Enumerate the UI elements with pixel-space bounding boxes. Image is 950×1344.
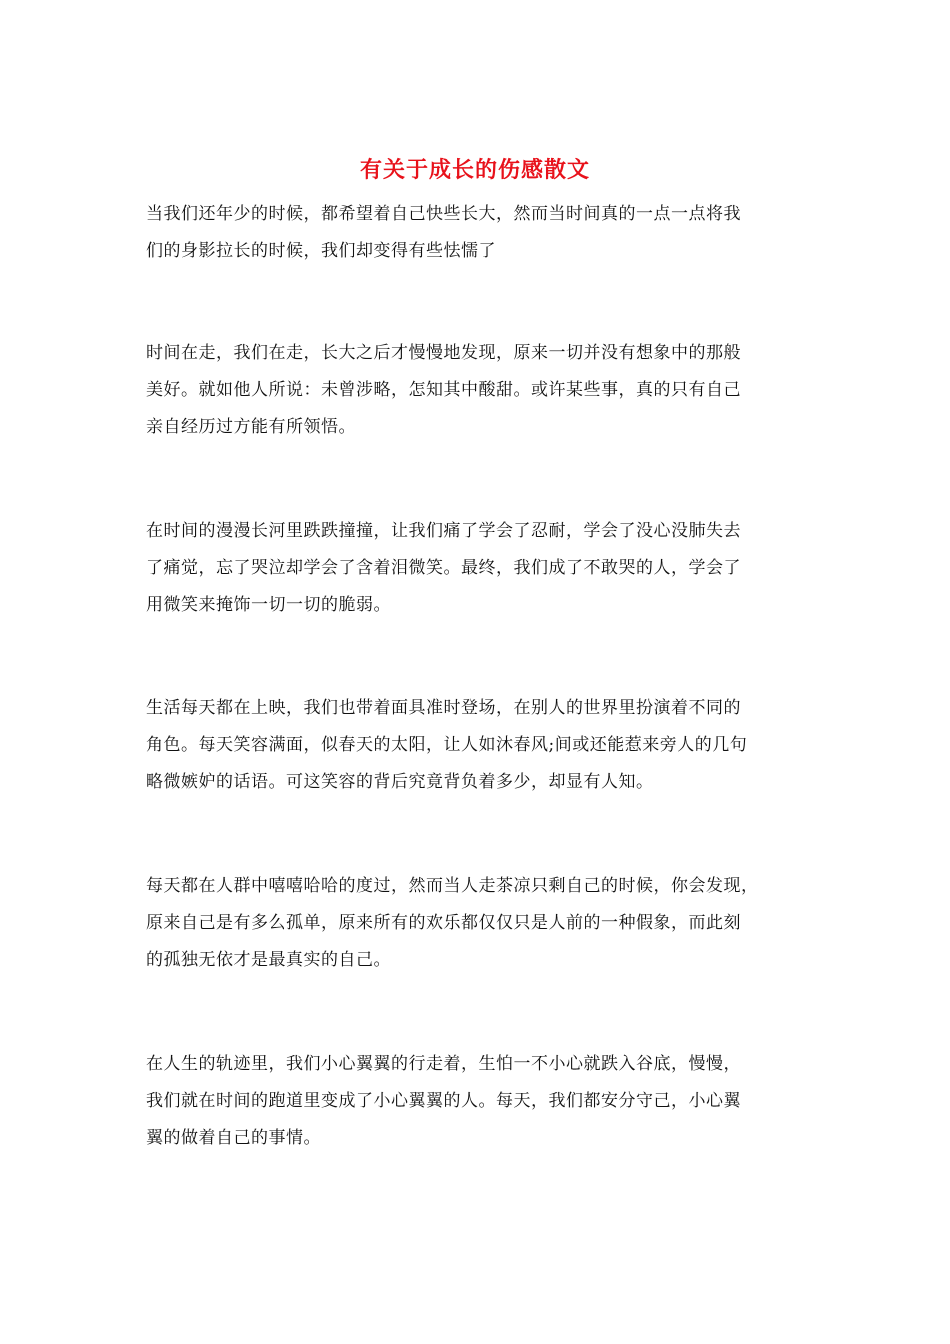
paragraph-6 bbox=[146, 1046, 814, 1157]
paragraph-line: 时间在走，我们在走，长大之后才慢慢地发现，原来一切并没有想象中的那般 bbox=[146, 343, 741, 363]
paragraph-line: 角色。每天笑容满面，似春天的太阳，让人如沐春风;间或还能惹来旁人的几句 bbox=[146, 735, 748, 755]
paragraph-line: 我们就在时间的跑道里变成了小心翼翼的人。每天，我们都安分守己，小心翼 bbox=[146, 1091, 741, 1111]
paragraph-line: 当我们还年少的时候，都希望着自己快些长大，然而当时间真的一点一点将我 bbox=[146, 204, 741, 224]
paragraph-line: 生活每天都在上映，我们也带着面具准时登场，在别人的世界里扮演着不同的 bbox=[146, 698, 741, 718]
paragraph-4 bbox=[146, 690, 814, 801]
paragraph-3 bbox=[146, 513, 814, 624]
paragraph-line: 的孤独无依才是最真实的自己。 bbox=[146, 950, 391, 970]
paragraph-line: 亲自经历过方能有所领悟。 bbox=[146, 417, 356, 437]
paragraph-line: 翼的做着自己的事情。 bbox=[146, 1128, 321, 1148]
paragraph-line: 原来自己是有多么孤单，原来所有的欢乐都仅仅只是人前的一种假象，而此刻 bbox=[146, 913, 741, 933]
paragraph-line: 每天都在人群中嘻嘻哈哈的度过，然而当人走茶凉只剩自己的时候，你会发现， bbox=[146, 876, 759, 896]
paragraph-line: 在人生的轨迹里，我们小心翼翼的行走着，生怕一不小心就跌入谷底，慢慢， bbox=[146, 1054, 741, 1074]
paragraph-line: 了痛觉，忘了哭泣却学会了含着泪微笑。最终，我们成了不敢哭的人，学会了 bbox=[146, 558, 741, 578]
document-title: 有关于成长的伤感散文 bbox=[359, 157, 590, 183]
paragraph-line: 用微笑来掩饰一切一切的脆弱。 bbox=[146, 595, 391, 615]
paragraph-line: 在时间的漫漫长河里跌跌撞撞，让我们痛了学会了忍耐，学会了没心没肺失去 bbox=[146, 521, 741, 541]
paragraph-2 bbox=[146, 335, 814, 446]
paragraph-5 bbox=[146, 868, 814, 979]
paragraph-line: 略微嫉妒的话语。可这笑容的背后究竟背负着多少，却显有人知。 bbox=[146, 772, 654, 792]
paragraph-line: 美好。就如他人所说：未曾涉略，怎知其中酸甜。或许某些事，真的只有自己 bbox=[146, 380, 741, 400]
paragraph-1 bbox=[146, 196, 814, 270]
paragraph-line: 们的身影拉长的时候，我们却变得有些怯懦了 bbox=[146, 241, 496, 261]
